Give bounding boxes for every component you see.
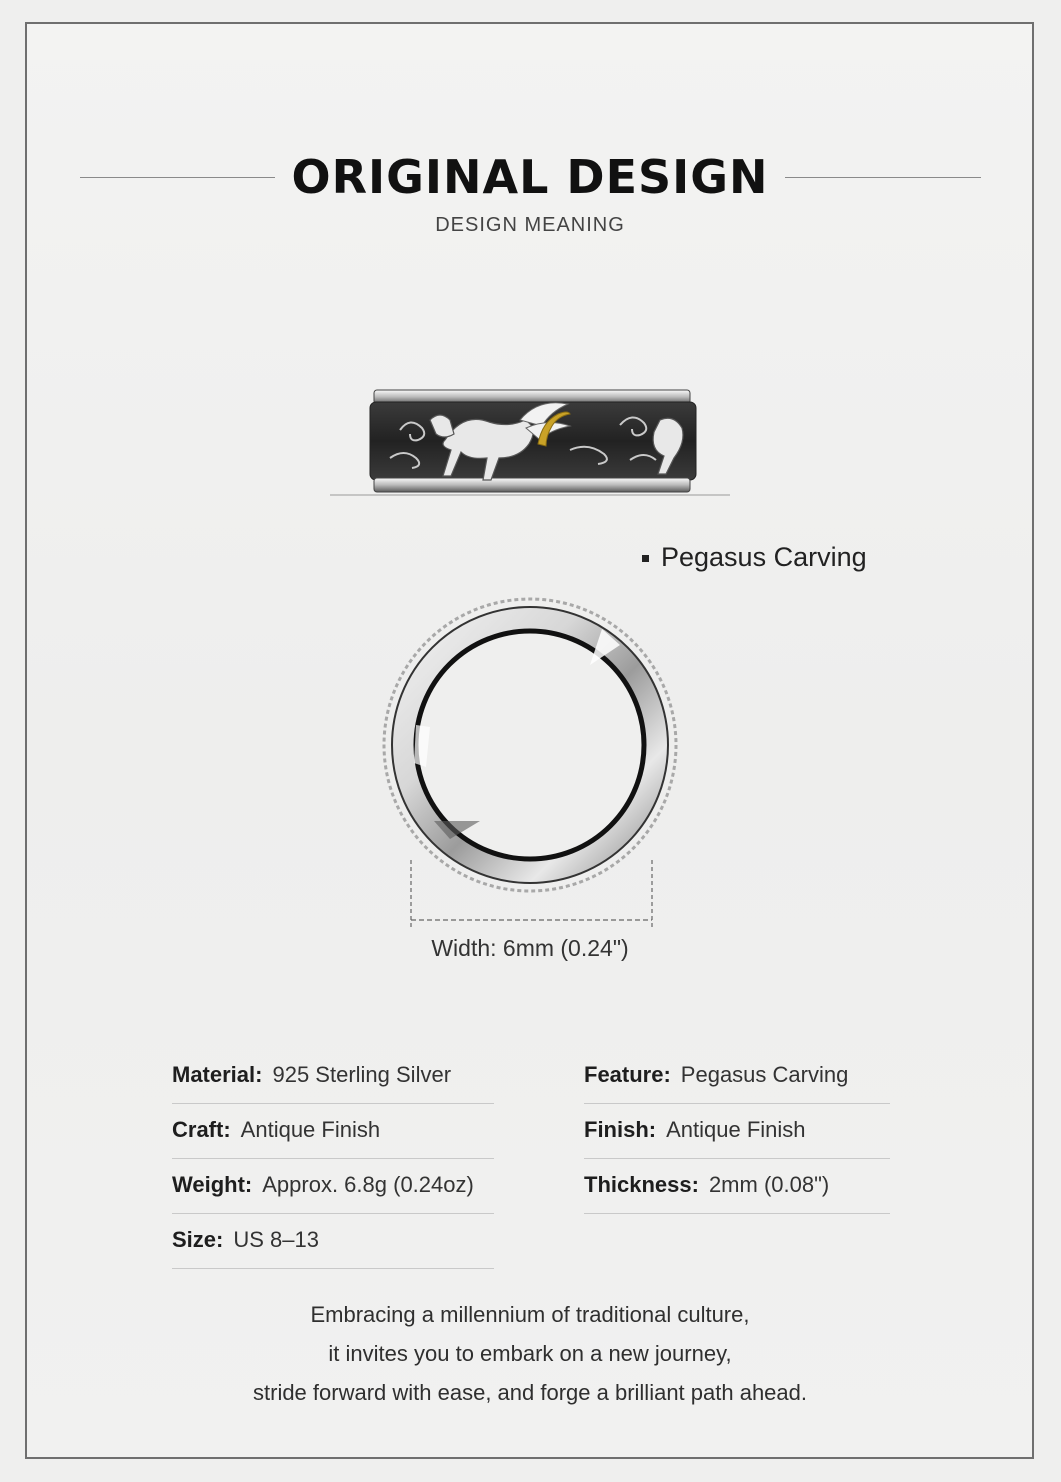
page-subtitle: DESIGN MEANING [435, 214, 625, 236]
spec-thickness: Thickness: 2mm (0.08") [584, 1160, 890, 1214]
pegasus-carving-callout [642, 542, 867, 573]
spec-finish: Finish: Antique Finish [584, 1105, 890, 1159]
spec-feature: Feature: Pegasus Carving [584, 1050, 890, 1104]
title-row [0, 150, 1061, 206]
tagline-line-2: it invites you to embark on a new journey, [328, 1341, 732, 1366]
bullet-square-icon [642, 555, 649, 562]
spec-weight: Weight: Approx. 6.8g (0.24oz) [172, 1160, 494, 1214]
spec-size: Size: US 8–13 [172, 1215, 494, 1269]
spec-craft: Craft: Antique Finish [172, 1105, 494, 1159]
tagline-line-3: stride forward with ease, and forge a brilliant path ahead. [253, 1380, 807, 1405]
ring-front-view-image [370, 595, 690, 905]
tagline [130, 1295, 930, 1412]
width-dimension-indicator [405, 860, 660, 940]
spec-material: Material: 925 Sterling Silver [172, 1050, 494, 1104]
width-label: Width: 6mm (0.24") [431, 935, 629, 961]
title-divider-right [785, 177, 981, 178]
tagline-line-1: Embracing a millennium of traditional culture, [310, 1302, 750, 1327]
title-divider-left [80, 177, 275, 178]
callout-label: Pegasus Carving [661, 542, 867, 572]
page-title: ORIGINAL DESIGN [291, 150, 769, 204]
ring-side-view-image [330, 380, 730, 510]
